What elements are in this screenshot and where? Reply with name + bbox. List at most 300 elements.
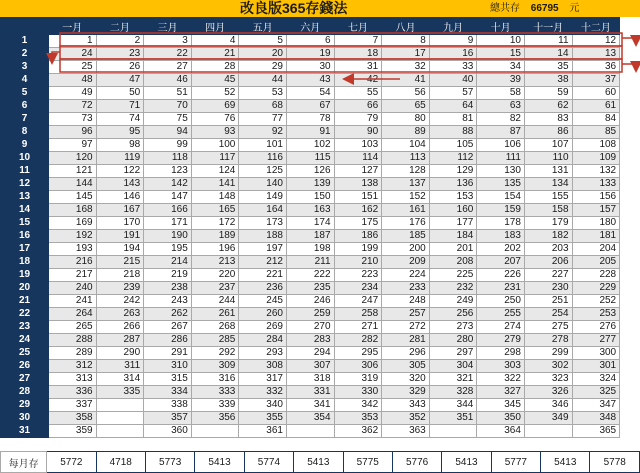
amount-cell[interactable]: 357 — [144, 412, 192, 425]
amount-cell[interactable]: 137 — [382, 178, 430, 191]
amount-cell[interactable]: 256 — [429, 308, 477, 321]
amount-cell[interactable]: 304 — [429, 360, 477, 373]
amount-cell[interactable]: 94 — [144, 126, 192, 139]
amount-cell[interactable]: 132 — [572, 165, 620, 178]
amount-cell[interactable]: 292 — [191, 347, 239, 360]
amount-cell[interactable]: 25 — [49, 61, 97, 74]
amount-cell[interactable]: 103 — [334, 139, 382, 152]
amount-cell[interactable]: 61 — [572, 100, 620, 113]
amount-cell[interactable]: 327 — [477, 386, 525, 399]
amount-cell[interactable]: 80 — [382, 113, 430, 126]
amount-cell[interactable]: 321 — [429, 373, 477, 386]
amount-cell[interactable]: 162 — [334, 204, 382, 217]
amount-cell[interactable]: 325 — [572, 386, 620, 399]
amount-cell[interactable]: 189 — [191, 230, 239, 243]
amount-cell[interactable] — [191, 425, 239, 438]
amount-cell[interactable]: 259 — [286, 308, 334, 321]
amount-cell[interactable]: 53 — [239, 87, 287, 100]
amount-cell[interactable]: 86 — [524, 126, 572, 139]
amount-cell[interactable] — [524, 425, 572, 438]
amount-cell[interactable]: 360 — [144, 425, 192, 438]
amount-cell[interactable]: 145 — [49, 191, 97, 204]
amount-cell[interactable]: 22 — [144, 48, 192, 61]
amount-cell[interactable]: 217 — [49, 269, 97, 282]
amount-cell[interactable]: 1 — [49, 35, 97, 48]
amount-cell[interactable]: 31 — [334, 61, 382, 74]
amount-cell[interactable]: 308 — [239, 360, 287, 373]
amount-cell[interactable]: 115 — [286, 152, 334, 165]
amount-cell[interactable]: 164 — [239, 204, 287, 217]
amount-cell[interactable]: 150 — [286, 191, 334, 204]
amount-cell[interactable]: 277 — [572, 334, 620, 347]
amount-cell[interactable]: 314 — [96, 373, 144, 386]
amount-cell[interactable]: 131 — [524, 165, 572, 178]
amount-cell[interactable]: 286 — [144, 334, 192, 347]
amount-cell[interactable]: 271 — [334, 321, 382, 334]
amount-cell[interactable]: 317 — [239, 373, 287, 386]
amount-cell[interactable]: 214 — [144, 256, 192, 269]
amount-cell[interactable]: 350 — [477, 412, 525, 425]
amount-cell[interactable] — [96, 412, 144, 425]
amount-cell[interactable]: 144 — [49, 178, 97, 191]
amount-cell[interactable]: 100 — [191, 139, 239, 152]
amount-cell[interactable]: 179 — [524, 217, 572, 230]
amount-cell[interactable]: 138 — [334, 178, 382, 191]
amount-cell[interactable]: 125 — [239, 165, 287, 178]
amount-cell[interactable]: 63 — [477, 100, 525, 113]
amount-cell[interactable]: 143 — [96, 178, 144, 191]
amount-cell[interactable]: 49 — [49, 87, 97, 100]
amount-cell[interactable]: 309 — [191, 360, 239, 373]
amount-cell[interactable]: 58 — [477, 87, 525, 100]
amount-cell[interactable]: 264 — [49, 308, 97, 321]
amount-cell[interactable]: 341 — [286, 399, 334, 412]
amount-cell[interactable]: 205 — [572, 256, 620, 269]
amount-cell[interactable]: 168 — [49, 204, 97, 217]
amount-cell[interactable]: 39 — [477, 74, 525, 87]
amount-cell[interactable]: 127 — [334, 165, 382, 178]
amount-cell[interactable]: 296 — [382, 347, 430, 360]
amount-cell[interactable]: 307 — [286, 360, 334, 373]
amount-cell[interactable]: 133 — [572, 178, 620, 191]
amount-cell[interactable]: 106 — [477, 139, 525, 152]
amount-cell[interactable]: 34 — [477, 61, 525, 74]
amount-cell[interactable]: 346 — [524, 399, 572, 412]
amount-cell[interactable] — [96, 399, 144, 412]
amount-cell[interactable]: 196 — [191, 243, 239, 256]
amount-cell[interactable]: 73 — [49, 113, 97, 126]
amount-cell[interactable]: 348 — [572, 412, 620, 425]
amount-cell[interactable]: 326 — [524, 386, 572, 399]
amount-cell[interactable]: 363 — [382, 425, 430, 438]
amount-cell[interactable]: 358 — [49, 412, 97, 425]
amount-cell[interactable]: 153 — [429, 191, 477, 204]
amount-cell[interactable]: 68 — [239, 100, 287, 113]
amount-cell[interactable]: 293 — [239, 347, 287, 360]
amount-cell[interactable]: 92 — [239, 126, 287, 139]
amount-cell[interactable]: 60 — [572, 87, 620, 100]
amount-cell[interactable]: 232 — [429, 282, 477, 295]
amount-cell[interactable]: 50 — [96, 87, 144, 100]
amount-cell[interactable]: 81 — [429, 113, 477, 126]
amount-cell[interactable]: 46 — [144, 74, 192, 87]
amount-cell[interactable]: 93 — [191, 126, 239, 139]
amount-cell[interactable]: 305 — [382, 360, 430, 373]
amount-cell[interactable]: 283 — [286, 334, 334, 347]
amount-cell[interactable]: 52 — [191, 87, 239, 100]
amount-cell[interactable]: 255 — [477, 308, 525, 321]
amount-cell[interactable]: 254 — [524, 308, 572, 321]
amount-cell[interactable]: 331 — [286, 386, 334, 399]
amount-cell[interactable]: 147 — [144, 191, 192, 204]
amount-cell[interactable]: 281 — [382, 334, 430, 347]
amount-cell[interactable]: 192 — [49, 230, 97, 243]
amount-cell[interactable]: 329 — [382, 386, 430, 399]
amount-cell[interactable]: 223 — [334, 269, 382, 282]
amount-cell[interactable]: 278 — [524, 334, 572, 347]
amount-cell[interactable]: 258 — [334, 308, 382, 321]
amount-cell[interactable]: 120 — [49, 152, 97, 165]
amount-cell[interactable]: 294 — [286, 347, 334, 360]
amount-cell[interactable]: 320 — [382, 373, 430, 386]
amount-cell[interactable]: 244 — [191, 295, 239, 308]
amount-cell[interactable]: 290 — [96, 347, 144, 360]
amount-cell[interactable]: 149 — [239, 191, 287, 204]
amount-cell[interactable]: 197 — [239, 243, 287, 256]
amount-cell[interactable]: 333 — [191, 386, 239, 399]
amount-cell[interactable]: 226 — [477, 269, 525, 282]
amount-cell[interactable]: 328 — [429, 386, 477, 399]
amount-cell[interactable]: 96 — [49, 126, 97, 139]
amount-cell[interactable]: 356 — [191, 412, 239, 425]
amount-cell[interactable]: 324 — [572, 373, 620, 386]
amount-cell[interactable]: 142 — [144, 178, 192, 191]
amount-cell[interactable]: 219 — [144, 269, 192, 282]
amount-cell[interactable]: 178 — [477, 217, 525, 230]
amount-cell[interactable]: 121 — [49, 165, 97, 178]
amount-cell[interactable]: 337 — [49, 399, 97, 412]
amount-cell[interactable]: 349 — [524, 412, 572, 425]
amount-cell[interactable]: 354 — [286, 412, 334, 425]
amount-cell[interactable]: 79 — [334, 113, 382, 126]
amount-cell[interactable]: 297 — [429, 347, 477, 360]
amount-cell[interactable]: 32 — [382, 61, 430, 74]
amount-cell[interactable]: 276 — [572, 321, 620, 334]
amount-cell[interactable]: 72 — [49, 100, 97, 113]
amount-cell[interactable]: 11 — [524, 35, 572, 48]
amount-cell[interactable]: 176 — [382, 217, 430, 230]
amount-cell[interactable]: 180 — [572, 217, 620, 230]
amount-cell[interactable]: 19 — [286, 48, 334, 61]
amount-cell[interactable]: 234 — [334, 282, 382, 295]
amount-cell[interactable]: 118 — [144, 152, 192, 165]
amount-cell[interactable]: 107 — [524, 139, 572, 152]
amount-cell[interactable]: 130 — [477, 165, 525, 178]
amount-cell[interactable]: 109 — [572, 152, 620, 165]
amount-cell[interactable]: 231 — [477, 282, 525, 295]
amount-cell[interactable]: 302 — [524, 360, 572, 373]
amount-cell[interactable]: 124 — [191, 165, 239, 178]
amount-cell[interactable]: 174 — [286, 217, 334, 230]
amount-cell[interactable]: 154 — [477, 191, 525, 204]
amount-cell[interactable]: 29 — [239, 61, 287, 74]
amount-cell[interactable]: 211 — [286, 256, 334, 269]
amount-cell[interactable]: 261 — [191, 308, 239, 321]
amount-cell[interactable]: 114 — [334, 152, 382, 165]
amount-cell[interactable]: 311 — [96, 360, 144, 373]
amount-cell[interactable]: 97 — [49, 139, 97, 152]
amount-cell[interactable]: 136 — [429, 178, 477, 191]
amount-cell[interactable]: 257 — [382, 308, 430, 321]
amount-cell[interactable]: 303 — [477, 360, 525, 373]
amount-cell[interactable]: 44 — [239, 74, 287, 87]
amount-cell[interactable]: 184 — [429, 230, 477, 243]
amount-cell[interactable]: 186 — [334, 230, 382, 243]
amount-cell[interactable]: 240 — [49, 282, 97, 295]
amount-cell[interactable]: 85 — [572, 126, 620, 139]
amount-cell[interactable]: 15 — [477, 48, 525, 61]
amount-cell[interactable]: 282 — [334, 334, 382, 347]
amount-cell[interactable]: 315 — [144, 373, 192, 386]
amount-cell[interactable]: 319 — [334, 373, 382, 386]
amount-cell[interactable]: 165 — [191, 204, 239, 217]
amount-cell[interactable]: 251 — [524, 295, 572, 308]
amount-cell[interactable]: 216 — [49, 256, 97, 269]
amount-cell[interactable]: 156 — [572, 191, 620, 204]
amount-cell[interactable]: 14 — [524, 48, 572, 61]
amount-cell[interactable]: 272 — [382, 321, 430, 334]
amount-cell[interactable]: 365 — [572, 425, 620, 438]
amount-cell[interactable]: 13 — [572, 48, 620, 61]
amount-cell[interactable]: 83 — [524, 113, 572, 126]
amount-cell[interactable]: 289 — [49, 347, 97, 360]
amount-cell[interactable]: 105 — [429, 139, 477, 152]
amount-cell[interactable]: 236 — [239, 282, 287, 295]
amount-cell[interactable]: 141 — [191, 178, 239, 191]
amount-cell[interactable]: 98 — [96, 139, 144, 152]
amount-cell[interactable]: 191 — [96, 230, 144, 243]
amount-cell[interactable]: 5 — [239, 35, 287, 48]
amount-cell[interactable]: 338 — [144, 399, 192, 412]
amount-cell[interactable]: 263 — [96, 308, 144, 321]
amount-cell[interactable]: 177 — [429, 217, 477, 230]
amount-cell[interactable]: 273 — [429, 321, 477, 334]
amount-cell[interactable]: 158 — [524, 204, 572, 217]
amount-cell[interactable]: 70 — [144, 100, 192, 113]
amount-cell[interactable]: 270 — [286, 321, 334, 334]
amount-cell[interactable]: 76 — [191, 113, 239, 126]
amount-cell[interactable]: 201 — [429, 243, 477, 256]
amount-cell[interactable]: 199 — [334, 243, 382, 256]
amount-cell[interactable]: 56 — [382, 87, 430, 100]
amount-cell[interactable]: 247 — [334, 295, 382, 308]
amount-cell[interactable]: 172 — [191, 217, 239, 230]
amount-cell[interactable]: 246 — [286, 295, 334, 308]
amount-cell[interactable]: 352 — [382, 412, 430, 425]
amount-cell[interactable]: 104 — [382, 139, 430, 152]
amount-cell[interactable]: 87 — [477, 126, 525, 139]
amount-cell[interactable]: 262 — [144, 308, 192, 321]
amount-cell[interactable]: 213 — [191, 256, 239, 269]
amount-cell[interactable]: 203 — [524, 243, 572, 256]
amount-cell[interactable]: 23 — [96, 48, 144, 61]
amount-cell[interactable]: 91 — [286, 126, 334, 139]
amount-cell[interactable]: 344 — [429, 399, 477, 412]
amount-cell[interactable]: 233 — [382, 282, 430, 295]
amount-cell[interactable]: 239 — [96, 282, 144, 295]
amount-cell[interactable]: 82 — [477, 113, 525, 126]
amount-cell[interactable]: 253 — [572, 308, 620, 321]
amount-cell[interactable]: 347 — [572, 399, 620, 412]
amount-cell[interactable]: 215 — [96, 256, 144, 269]
amount-cell[interactable]: 287 — [96, 334, 144, 347]
amount-cell[interactable]: 312 — [49, 360, 97, 373]
amount-cell[interactable]: 95 — [96, 126, 144, 139]
amount-cell[interactable]: 16 — [429, 48, 477, 61]
amount-cell[interactable]: 90 — [334, 126, 382, 139]
amount-cell[interactable]: 66 — [334, 100, 382, 113]
amount-cell[interactable]: 330 — [334, 386, 382, 399]
amount-cell[interactable]: 152 — [382, 191, 430, 204]
amount-cell[interactable]: 332 — [239, 386, 287, 399]
amount-cell[interactable]: 151 — [334, 191, 382, 204]
amount-cell[interactable]: 316 — [191, 373, 239, 386]
amount-cell[interactable]: 112 — [429, 152, 477, 165]
amount-cell[interactable]: 335 — [96, 386, 144, 399]
amount-cell[interactable]: 117 — [191, 152, 239, 165]
amount-cell[interactable]: 362 — [334, 425, 382, 438]
amount-cell[interactable]: 134 — [524, 178, 572, 191]
amount-cell[interactable]: 122 — [96, 165, 144, 178]
amount-cell[interactable]: 148 — [191, 191, 239, 204]
amount-cell[interactable]: 260 — [239, 308, 287, 321]
amount-cell[interactable]: 340 — [239, 399, 287, 412]
amount-cell[interactable]: 17 — [382, 48, 430, 61]
amount-cell[interactable]: 242 — [96, 295, 144, 308]
amount-cell[interactable]: 62 — [524, 100, 572, 113]
amount-cell[interactable]: 36 — [572, 61, 620, 74]
amount-cell[interactable]: 155 — [524, 191, 572, 204]
amount-cell[interactable]: 183 — [477, 230, 525, 243]
amount-cell[interactable]: 284 — [239, 334, 287, 347]
amount-cell[interactable]: 318 — [286, 373, 334, 386]
amount-cell[interactable]: 35 — [524, 61, 572, 74]
amount-cell[interactable]: 181 — [572, 230, 620, 243]
amount-cell[interactable]: 126 — [286, 165, 334, 178]
amount-cell[interactable]: 220 — [191, 269, 239, 282]
amount-cell[interactable]: 20 — [239, 48, 287, 61]
amount-cell[interactable]: 345 — [477, 399, 525, 412]
amount-cell[interactable]: 157 — [572, 204, 620, 217]
amount-cell[interactable]: 221 — [239, 269, 287, 282]
amount-cell[interactable]: 111 — [477, 152, 525, 165]
amount-cell[interactable]: 364 — [477, 425, 525, 438]
amount-cell[interactable]: 334 — [144, 386, 192, 399]
amount-cell[interactable]: 193 — [49, 243, 97, 256]
amount-cell[interactable]: 77 — [239, 113, 287, 126]
amount-cell[interactable]: 204 — [572, 243, 620, 256]
amount-cell[interactable]: 235 — [286, 282, 334, 295]
amount-cell[interactable]: 322 — [477, 373, 525, 386]
amount-cell[interactable]: 135 — [477, 178, 525, 191]
amount-cell[interactable]: 228 — [572, 269, 620, 282]
amount-cell[interactable]: 218 — [96, 269, 144, 282]
amount-cell[interactable]: 252 — [572, 295, 620, 308]
amount-cell[interactable]: 3 — [144, 35, 192, 48]
amount-cell[interactable]: 238 — [144, 282, 192, 295]
amount-cell[interactable]: 128 — [382, 165, 430, 178]
amount-cell[interactable]: 175 — [334, 217, 382, 230]
amount-cell[interactable]: 291 — [144, 347, 192, 360]
amount-cell[interactable]: 75 — [144, 113, 192, 126]
amount-cell[interactable]: 64 — [429, 100, 477, 113]
amount-cell[interactable]: 336 — [49, 386, 97, 399]
amount-cell[interactable]: 159 — [477, 204, 525, 217]
amount-cell[interactable]: 212 — [239, 256, 287, 269]
amount-cell[interactable]: 359 — [49, 425, 97, 438]
amount-cell[interactable]: 202 — [477, 243, 525, 256]
amount-cell[interactable]: 225 — [429, 269, 477, 282]
amount-cell[interactable]: 88 — [429, 126, 477, 139]
amount-cell[interactable]: 279 — [477, 334, 525, 347]
amount-cell[interactable]: 7 — [334, 35, 382, 48]
amount-cell[interactable]: 84 — [572, 113, 620, 126]
amount-cell[interactable]: 173 — [239, 217, 287, 230]
amount-cell[interactable]: 129 — [429, 165, 477, 178]
amount-cell[interactable]: 206 — [524, 256, 572, 269]
amount-cell[interactable]: 160 — [429, 204, 477, 217]
amount-cell[interactable]: 54 — [286, 87, 334, 100]
amount-cell[interactable]: 285 — [191, 334, 239, 347]
amount-cell[interactable]: 69 — [191, 100, 239, 113]
amount-cell[interactable]: 207 — [477, 256, 525, 269]
amount-cell[interactable]: 280 — [429, 334, 477, 347]
amount-cell[interactable]: 37 — [572, 74, 620, 87]
amount-cell[interactable]: 323 — [524, 373, 572, 386]
amount-cell[interactable]: 146 — [96, 191, 144, 204]
amount-cell[interactable]: 18 — [334, 48, 382, 61]
amount-cell[interactable]: 200 — [382, 243, 430, 256]
amount-cell[interactable]: 40 — [429, 74, 477, 87]
amount-cell[interactable]: 208 — [429, 256, 477, 269]
amount-cell[interactable]: 21 — [191, 48, 239, 61]
amount-cell[interactable] — [286, 425, 334, 438]
amount-cell[interactable]: 351 — [429, 412, 477, 425]
amount-cell[interactable]: 161 — [382, 204, 430, 217]
amount-cell[interactable]: 301 — [572, 360, 620, 373]
amount-cell[interactable]: 55 — [334, 87, 382, 100]
amount-cell[interactable]: 113 — [382, 152, 430, 165]
amount-cell[interactable]: 355 — [239, 412, 287, 425]
amount-cell[interactable]: 268 — [191, 321, 239, 334]
amount-cell[interactable]: 361 — [239, 425, 287, 438]
amount-cell[interactable]: 4 — [191, 35, 239, 48]
amount-cell[interactable]: 28 — [191, 61, 239, 74]
amount-cell[interactable]: 230 — [524, 282, 572, 295]
amount-cell[interactable]: 38 — [524, 74, 572, 87]
amount-cell[interactable]: 108 — [572, 139, 620, 152]
amount-cell[interactable]: 2 — [96, 35, 144, 48]
amount-cell[interactable]: 171 — [144, 217, 192, 230]
amount-cell[interactable]: 59 — [524, 87, 572, 100]
amount-cell[interactable]: 198 — [286, 243, 334, 256]
amount-cell[interactable]: 51 — [144, 87, 192, 100]
amount-cell[interactable]: 57 — [429, 87, 477, 100]
amount-cell[interactable]: 163 — [286, 204, 334, 217]
amount-cell[interactable]: 139 — [286, 178, 334, 191]
amount-cell[interactable]: 267 — [144, 321, 192, 334]
amount-cell[interactable]: 48 — [49, 74, 97, 87]
